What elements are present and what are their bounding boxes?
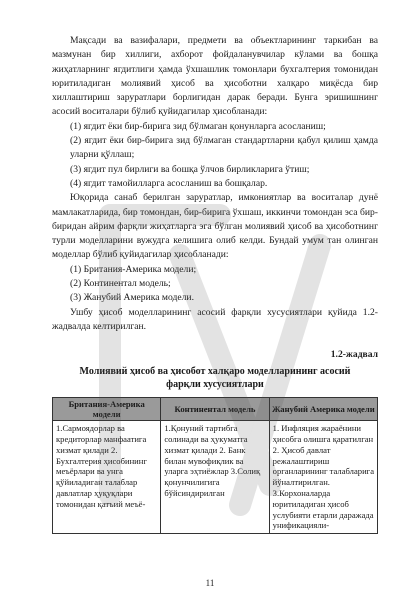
list-item: (2) Континентал модель;	[70, 278, 171, 290]
page-body	[52, 34, 378, 534]
list-item: (2) ягдит ёки бир-бирига зид бўлмаган стандартларни қабул қилиш ҳамда уларни қўллаш;	[70, 135, 378, 161]
list-item: (1) ягдит ёки бир-бирига зид бўлмаган қонунларга асосланиш;	[70, 120, 326, 132]
list-item: (3) ягдит пул бирлиги ва бошқа ўлчов бирликларига ўтиш;	[70, 163, 310, 175]
paragraph: Юқорида санаб берилган заруратлар, имкониятлар ва воситалар дунё мамлакатларида, бир томондан, бир-бирига ўхшаш, иккинчи томондан эса бир-биридан айрим фарқли жиҳатларга эга бўлган молиявий ҳисоб ва ҳисоботнинг турли моделларини вужудга келишига олиб келди. Бундай умум тан олинган моделлар бўлиб қуйидагилар ҳисобланади:	[52, 192, 378, 261]
list-item: (1) Британия-Америка модели;	[70, 263, 197, 275]
table-header-cell: Жанубий Америка модели	[269, 398, 377, 421]
table-header-cell: Континентал модель	[161, 398, 269, 421]
list-item: (4) ягдит тамойилларга асосланиш ва бошқалар.	[70, 177, 268, 189]
paragraph: Мақсади ва вазифалари, предмети ва объектларининг таркибан ва мазмунан бир хиллиги, ахборот фойдаланувчилар кўлами ва бошқа жиҳатларнинг ягдитлиги ҳамда ўхшашлик томонлари бухгалтерия томонидан юритиладиган молиявий ҳисоб ва ҳисоботни халқаро миқёсда бир хиллаштириш заруратлари борлигидан дарак беради. Бунга эришишнинг асосий воситалари бўлиб қуйидагилар ҳисобланади:	[52, 35, 378, 118]
table-row	[53, 421, 378, 534]
table-cell: 1.Қонуний тартибга солинади ва ҳукуматга хизмат қилади 2. Банк билан мувофиқлик ва уларга эҳтиёжлар 3.Солиқ қонунчилигига бўйсиндирилган	[161, 421, 269, 534]
list-item: (3) Жанубий Америка модели.	[70, 292, 194, 304]
comparison-table	[52, 397, 378, 534]
table-header-cell: Британия-Америка модели	[53, 398, 161, 421]
table-number: 1.2-жадвал	[330, 349, 378, 361]
table-cell: 1.Сармоядорлар ва кредиторлар манфаатига хизмат қилади 2. Бухгалтерия ҳисобининг меъёрлари ва унга қўйиладиган талаблар давлатлар ҳуқуқлари томонидан қатъий меъё-	[53, 421, 161, 534]
page-number: 11	[205, 578, 215, 588]
paragraph: Ушбу ҳисоб моделларининг асосий фарқли хусусиятлари қуйида 1.2-жадвалда келтирилган.	[52, 306, 378, 332]
table-cell: 1. Инфляция жараёнини ҳисобга олишга қаратилган 2. Ҳисоб давлат режалаштириш органларининг талабларига йўналтирилган. 3.Корхоналарда юритиладиган ҳисоб услубияти етарли даражада унификацияли-	[269, 421, 377, 534]
table-title: Молиявий ҳисоб ва ҳисобот халқаро моделларининг асосий фарқли хусусиятлари	[79, 366, 351, 391]
table-header-row	[53, 398, 378, 421]
